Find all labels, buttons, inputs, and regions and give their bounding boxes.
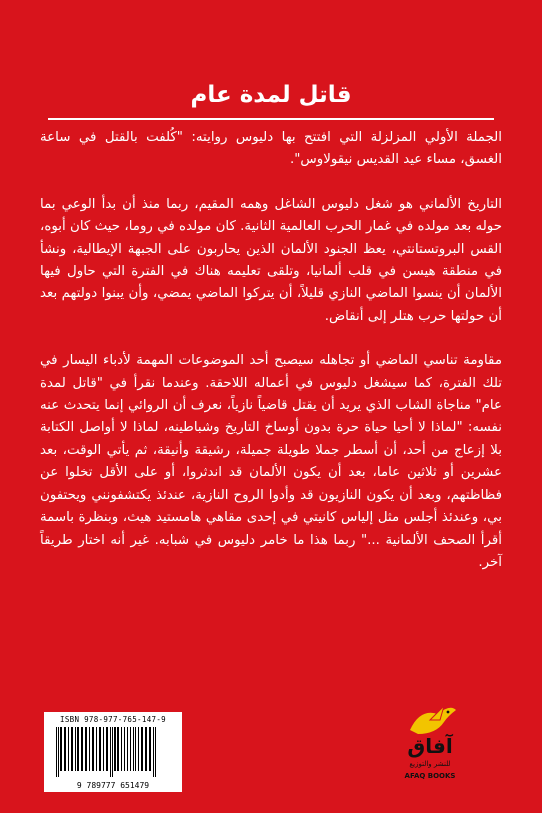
publisher-name-ar: آفاق [407, 734, 453, 758]
isbn-label: ISBN 978-977-765-147-9 [60, 715, 166, 724]
barcode-number: 9 789777 651479 [76, 781, 150, 790]
book-title: قاتل لمدة عام [190, 82, 352, 108]
blurb [40, 127, 502, 596]
barcode [44, 712, 182, 792]
publisher-tagline: للنشر والتوزيع [409, 760, 451, 768]
publisher-logo [400, 700, 460, 792]
title-divider [48, 118, 494, 120]
blurb-paragraph: مقاومة تناسي الماضي أو تجاهله سيصبح أحد الموضوعات المهمة لأدباء اليسار في تلك الفترة، كما سيشغل دليوس في أعماله اللاحقة. وعندما نقرأ في "قاتل لمدة عام" مناجاة الشاب الذي يريد أن يقتل قاضياً نازياً، نعرف أن الروائي إنما يتحدث عنه نفسه: "لماذا لا أحيا حياة حرة بدون أوساخ التاريخ وشباطينه، لماذا لا أواصل الكتابة بلا إزعاج من أحد، أن أسطر جملا طويلة جميلة، رشيقة وأنيقة، ثم يأتي الوقت، بعد عشرين أو ثلاثين عاما، بعد أن يكون الألمان قد اندثروا، أو على الأقل تخلوا عن فظاظتهم، وبعد أن يكون النازيون قد وأدوا الروح النازية، عندئذ يكتشفونني ويحتفون بي، وعندئذ أجلس مثل إلياس كانيتي في إحدى مقاهي هامستيد هيث، وبنظرة باسمة أقرأ الصحف الألمانية ..." ربما هذا ما خامر دليوس في شبابه. غير أنه اختار طريقاً آخر. [40, 353, 502, 570]
publisher-name-en: AFAQ BOOKS [404, 772, 456, 780]
barcode-bars [54, 727, 172, 777]
blurb-paragraph: الجملة الأولي المزلزلة التي افتتح بها دليوس روايته: "كُلفت بالقتل في ساعة الغسق، مساء عيد القديس نيقولاوس". [40, 130, 502, 168]
blurb-paragraph: التاريخ الألماني هو شغل دليوس الشاغل وهمه المقيم، ربما منذ أن بدأ الوعي بما حوله بعد مولده في غمار الحرب العالمية الثانية. كان مولده في روما، حيث كان أبوه، القس البروتستانتي، يعظ الجنود الألمان الذين يحاربون على الجبهة الإيطالية، ونشأ في منطقة هيسن في قلب ألمانيا، وتلقى تعليمه هناك في الفترة التي حاول فيها الألمان أن ينسوا الماضي النازي قليلاً، أن يتركوا الماضي يمضي، وأن يبنوا دولتهم بعد أن حولتها حرب هتلر إلى أنقاض. [40, 196, 502, 324]
